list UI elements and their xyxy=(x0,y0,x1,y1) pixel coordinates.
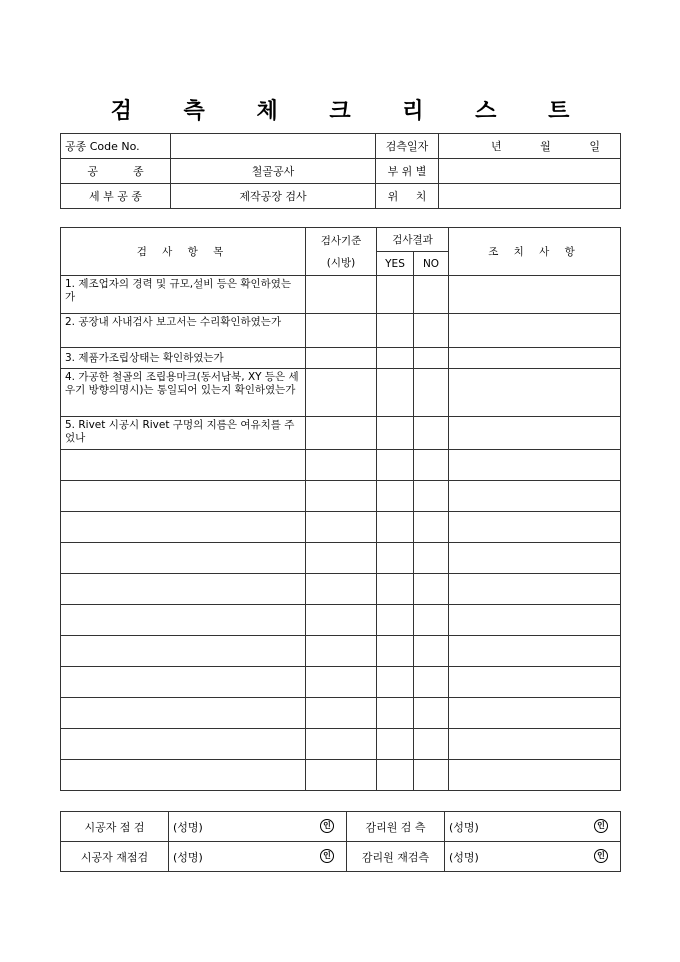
yes-cell[interactable] xyxy=(377,369,414,417)
check-item: 3. 제품가조립상태는 확인하였는가 xyxy=(61,348,306,369)
blank-cell[interactable] xyxy=(449,729,621,760)
blank-cell[interactable] xyxy=(306,605,377,636)
name-label: (성명) xyxy=(449,820,479,834)
blank-cell[interactable] xyxy=(414,729,449,760)
blank-row xyxy=(61,450,621,481)
name-label: (성명) xyxy=(173,820,203,834)
col-item-header: 검 사 항 목 xyxy=(61,228,306,276)
col-result-header: 검사결과 xyxy=(377,228,449,252)
blank-row xyxy=(61,512,621,543)
blank-cell[interactable] xyxy=(61,543,306,574)
yes-cell[interactable] xyxy=(377,417,414,450)
location-field[interactable] xyxy=(439,184,621,209)
code-label: 공종 Code No. xyxy=(61,134,171,159)
check-item: 4. 가공한 철골의 조립용마크(동서남북, XY 등은 세우기 방향의명시)는 통일되어 있는지 확인하였는가 xyxy=(61,369,306,417)
action-cell[interactable] xyxy=(449,314,621,348)
contractor-check-sign[interactable] xyxy=(169,812,347,842)
blank-cell[interactable] xyxy=(377,481,414,512)
blank-row xyxy=(61,636,621,667)
blank-cell[interactable] xyxy=(449,698,621,729)
part-label: 부 위 별 xyxy=(376,159,439,184)
standard-cell[interactable] xyxy=(306,314,377,348)
signature-table xyxy=(60,811,621,872)
blank-cell[interactable] xyxy=(377,605,414,636)
blank-cell[interactable] xyxy=(414,512,449,543)
blank-cell[interactable] xyxy=(377,543,414,574)
col-standard-line2: (시방) xyxy=(326,256,356,269)
blank-cell[interactable] xyxy=(61,760,306,791)
blank-cell[interactable] xyxy=(414,667,449,698)
blank-cell[interactable] xyxy=(61,729,306,760)
blank-cell[interactable] xyxy=(377,729,414,760)
blank-cell[interactable] xyxy=(61,450,306,481)
blank-cell[interactable] xyxy=(414,574,449,605)
blank-cell[interactable] xyxy=(377,636,414,667)
action-cell[interactable] xyxy=(449,417,621,450)
blank-cell[interactable] xyxy=(61,605,306,636)
checklist-table xyxy=(60,227,621,791)
location-label: 위 치 xyxy=(376,184,439,209)
blank-row xyxy=(61,605,621,636)
date-label: 검측일자 xyxy=(376,134,439,159)
seal-icon: 인 xyxy=(594,819,608,833)
check-item: 2. 공장내 사내검사 보고서는 수리확인하였는가 xyxy=(61,314,306,348)
no-cell[interactable] xyxy=(414,314,449,348)
sub-work-label: 세 부 공 종 xyxy=(61,184,171,209)
blank-cell[interactable] xyxy=(414,543,449,574)
blank-cell[interactable] xyxy=(377,450,414,481)
month-label: 월 xyxy=(540,140,551,153)
header-table xyxy=(60,133,621,209)
blank-cell[interactable] xyxy=(414,450,449,481)
blank-cell[interactable] xyxy=(306,698,377,729)
blank-cell[interactable] xyxy=(449,636,621,667)
check-item: 1. 제조업자의 경력 및 규모,설비 등은 확인하였는가 xyxy=(61,276,306,314)
blank-cell[interactable] xyxy=(306,450,377,481)
blank-cell[interactable] xyxy=(377,512,414,543)
no-cell[interactable] xyxy=(414,417,449,450)
col-standard-line1: 검사기준 xyxy=(320,234,362,247)
supervisor-recheck-sign[interactable] xyxy=(445,842,621,872)
blank-cell[interactable] xyxy=(449,760,621,791)
blank-cell[interactable] xyxy=(306,574,377,605)
contractor-check-label: 시공자 점 검 xyxy=(61,812,169,842)
blank-row xyxy=(61,574,621,605)
contractor-recheck-sign[interactable] xyxy=(169,842,347,872)
blank-cell[interactable] xyxy=(449,481,621,512)
col-no-header: NO xyxy=(414,252,449,276)
col-yes-header: YES xyxy=(377,252,414,276)
code-field[interactable] xyxy=(171,134,376,159)
work-value: 철골공사 xyxy=(171,159,376,184)
blank-cell[interactable] xyxy=(377,760,414,791)
blank-cell[interactable] xyxy=(306,760,377,791)
no-cell[interactable] xyxy=(414,348,449,369)
blank-cell[interactable] xyxy=(306,543,377,574)
sub-work-value: 제작공장 검사 xyxy=(171,184,376,209)
part-field[interactable] xyxy=(439,159,621,184)
name-label: (성명) xyxy=(173,850,203,864)
action-cell[interactable] xyxy=(449,276,621,314)
blank-cell[interactable] xyxy=(449,667,621,698)
check-item: 5. Rivet 시공시 Rivet 구멍의 지름은 여유치를 주었나 xyxy=(61,417,306,450)
blank-cell[interactable] xyxy=(61,574,306,605)
blank-row xyxy=(61,481,621,512)
supervisor-check-sign[interactable] xyxy=(445,812,621,842)
blank-cell[interactable] xyxy=(414,698,449,729)
standard-cell[interactable] xyxy=(306,417,377,450)
action-cell[interactable] xyxy=(449,348,621,369)
blank-row xyxy=(61,760,621,791)
blank-cell[interactable] xyxy=(306,636,377,667)
blank-cell[interactable] xyxy=(61,667,306,698)
yes-cell[interactable] xyxy=(377,348,414,369)
blank-cell[interactable] xyxy=(414,605,449,636)
standard-cell[interactable] xyxy=(306,348,377,369)
standard-cell[interactable] xyxy=(306,369,377,417)
action-cell[interactable] xyxy=(449,369,621,417)
blank-cell[interactable] xyxy=(306,481,377,512)
seal-icon: 인 xyxy=(320,819,334,833)
blank-cell[interactable] xyxy=(414,636,449,667)
blank-cell[interactable] xyxy=(306,512,377,543)
blank-cell[interactable] xyxy=(377,667,414,698)
yes-cell[interactable] xyxy=(377,276,414,314)
blank-cell[interactable] xyxy=(449,605,621,636)
blank-row xyxy=(61,667,621,698)
date-field[interactable] xyxy=(439,134,621,159)
blank-cell[interactable] xyxy=(61,512,306,543)
blank-cell[interactable] xyxy=(306,729,377,760)
blank-cell[interactable] xyxy=(377,574,414,605)
blank-cell[interactable] xyxy=(414,760,449,791)
blank-cell[interactable] xyxy=(61,636,306,667)
seal-icon: 인 xyxy=(320,849,334,863)
yes-cell[interactable] xyxy=(377,314,414,348)
blank-cell[interactable] xyxy=(61,481,306,512)
col-standard-header xyxy=(306,228,377,276)
contractor-recheck-label: 시공자 재점검 xyxy=(61,842,169,872)
blank-cell[interactable] xyxy=(449,512,621,543)
work-label: 공 종 xyxy=(61,159,171,184)
blank-cell[interactable] xyxy=(414,481,449,512)
blank-row xyxy=(61,543,621,574)
blank-cell[interactable] xyxy=(449,450,621,481)
standard-cell[interactable] xyxy=(306,276,377,314)
name-label: (성명) xyxy=(449,850,479,864)
blank-cell[interactable] xyxy=(377,698,414,729)
blank-cell[interactable] xyxy=(61,698,306,729)
no-cell[interactable] xyxy=(414,369,449,417)
blank-cell[interactable] xyxy=(306,667,377,698)
no-cell[interactable] xyxy=(414,276,449,314)
blank-row xyxy=(61,729,621,760)
year-label: 년 xyxy=(491,140,502,153)
blank-cell[interactable] xyxy=(449,574,621,605)
blank-row xyxy=(61,698,621,729)
blank-cell[interactable] xyxy=(449,543,621,574)
col-action-header: 조 치 사 항 xyxy=(449,228,621,276)
seal-icon: 인 xyxy=(594,849,608,863)
supervisor-recheck-label: 감리원 재검측 xyxy=(347,842,445,872)
day-label: 일 xyxy=(589,140,600,153)
supervisor-check-label: 감리원 검 측 xyxy=(347,812,445,842)
page-title: 검 측 체 크 리 스 트 xyxy=(110,98,592,124)
